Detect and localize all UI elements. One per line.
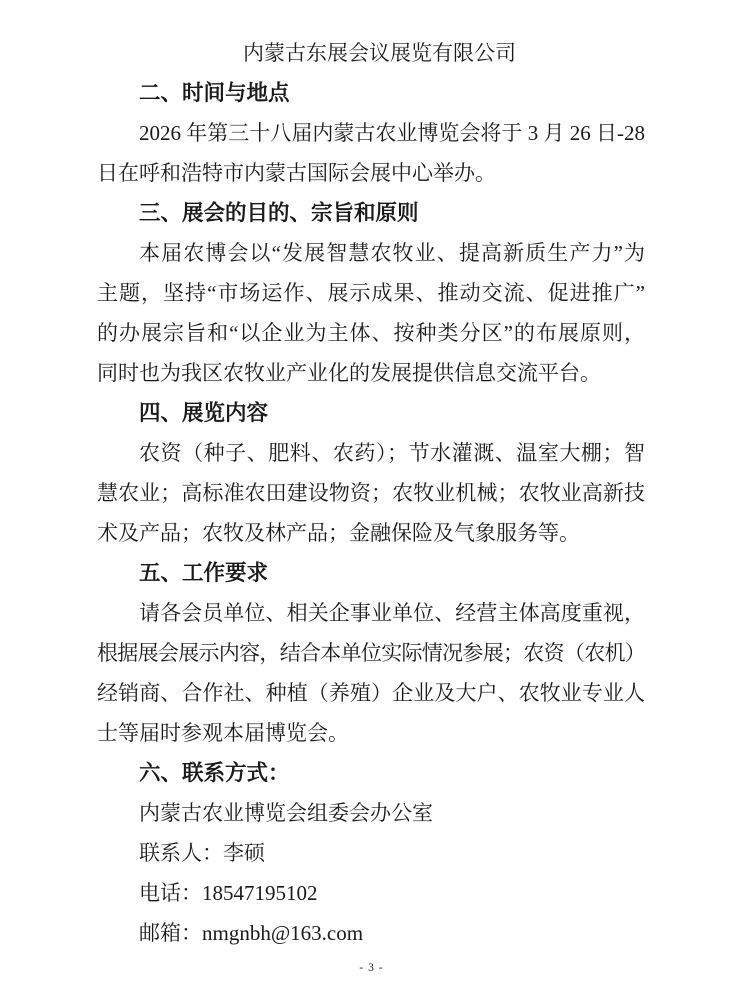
heading-section-3-purpose: 三、展会的目的、宗旨和原则 — [139, 201, 419, 225]
contact-person-line: 联系人：李硕 — [139, 841, 265, 865]
para-purpose-line-2: 主题，坚持“市场运作、展示成果、推动交流、促进推广” — [97, 281, 645, 305]
para-requirements-line-4: 士等届时参观本届博览会。 — [97, 721, 349, 745]
para-purpose-line-4: 同时也为我区农牧业产业化的发展提供信息交流平台。 — [97, 361, 601, 385]
contact-org-line: 内蒙古农业博览会组委会办公室 — [139, 801, 433, 825]
para-time-location-line-2: 日在呼和浩特市内蒙古国际会展中心举办。 — [97, 161, 496, 185]
contact-email-line: 邮箱：nmgnbh@163.com — [139, 921, 364, 945]
heading-section-2-time-location: 二、时间与地点 — [139, 81, 290, 105]
para-requirements-line-2: 根据展会展示内容，结合本单位实际情况参展；农资（农机） — [97, 641, 646, 665]
para-exhibits-line-2: 慧农业；高标准农田建设物资；农牧业机械；农牧业高新技 — [97, 481, 645, 505]
para-exhibits-line-1: 农资（种子、肥料、农药）；节水灌溉、温室大棚；智 — [139, 441, 645, 465]
contact-phone-line: 电话：18547195102 — [139, 881, 318, 905]
heading-section-5-requirements: 五、工作要求 — [139, 561, 269, 585]
page-number: - 3 - — [359, 962, 384, 974]
heading-section-6-contact: 六、联系方式： — [139, 761, 290, 785]
para-time-location-line-1: 2026 年第三十八届内蒙古农业博览会将于 3 月 26 日-28 — [139, 121, 645, 145]
document-body — [97, 33, 645, 953]
para-purpose-line-1: 本届农博会以“发展智慧农牧业、提高新质生产力”为 — [139, 241, 645, 265]
para-requirements-line-1: 请各会员单位、相关企事业单位、经营主体高度重视， — [139, 601, 645, 625]
company-name-line: 内蒙古东展会议展览有限公司 — [243, 41, 516, 65]
para-requirements-line-3: 经销商、合作社、种植（养殖）企业及大户、农牧业专业人 — [97, 681, 645, 705]
para-purpose-line-3: 的办展宗旨和“以企业为主体、按种类分区”的布展原则， — [97, 321, 645, 345]
para-exhibits-line-3: 术及产品；农牧及林产品；金融保险及气象服务等。 — [97, 521, 580, 545]
heading-section-4-exhibits: 四、展览内容 — [139, 401, 269, 425]
